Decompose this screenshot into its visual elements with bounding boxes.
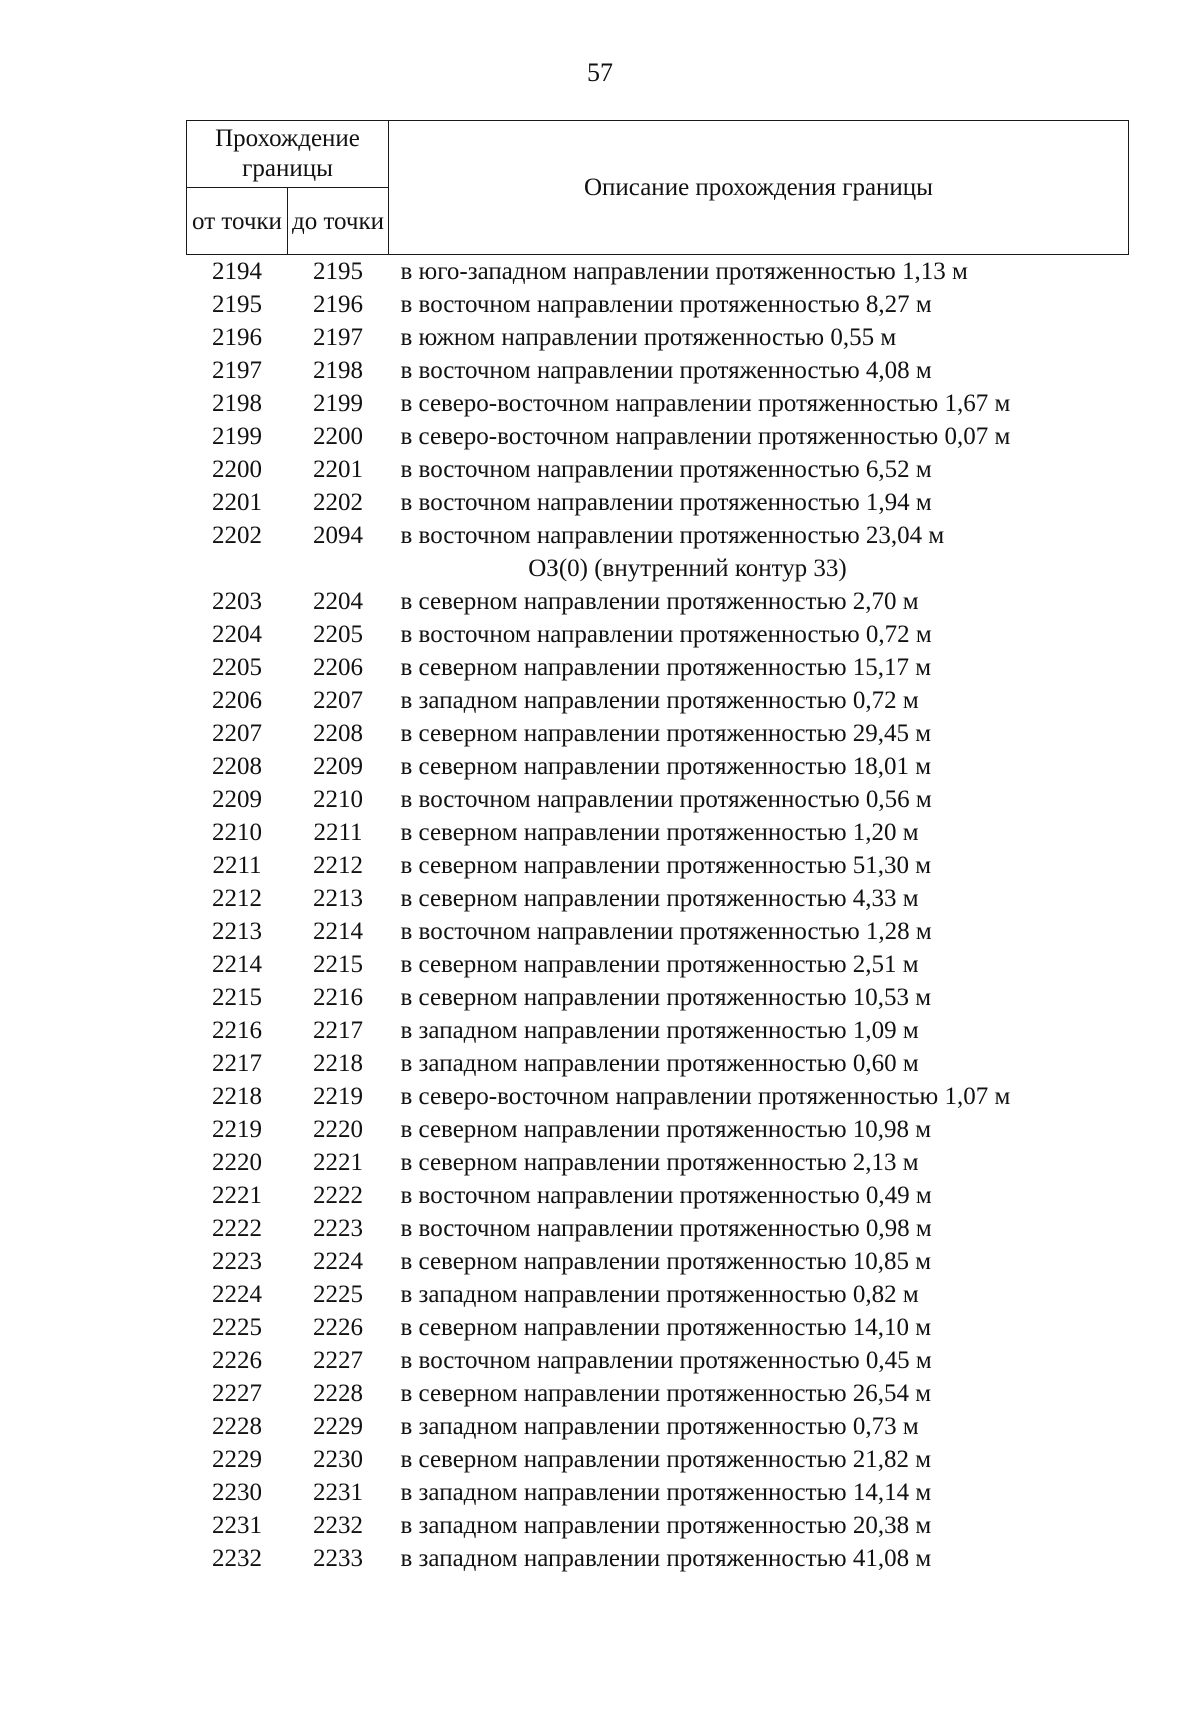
to-point-cell: 2209 — [313, 753, 363, 780]
to-point-cell: 2226 — [313, 1314, 363, 1341]
to-point-cell: 2232 — [313, 1512, 363, 1539]
from-point-cell: 2211 — [212, 852, 262, 879]
table-header — [187, 121, 1129, 255]
table-row — [187, 1278, 1129, 1311]
description-cell: в восточном направлении протяженностью 1,28 м — [400, 918, 932, 945]
from-point-cell: 2203 — [212, 588, 262, 615]
description-cell: в западном направлении протяженностью 41,08 м — [400, 1545, 932, 1572]
from-point-cell: 2227 — [212, 1380, 262, 1407]
description-cell: в западном направлении протяженностью 20,38 м — [400, 1512, 932, 1539]
to-point-cell: 2215 — [313, 951, 363, 978]
table-body — [187, 255, 1129, 1576]
from-point-cell: 2231 — [212, 1512, 262, 1539]
to-point-cell: 2196 — [313, 291, 363, 318]
table-row — [187, 1476, 1129, 1509]
from-point-cell: 2204 — [212, 621, 262, 648]
description-cell: в западном направлении протяженностью 0,82 м — [400, 1281, 919, 1308]
description-cell: в северном направлении протяженностью 10,85 м — [400, 1248, 932, 1275]
table-row — [187, 618, 1129, 651]
to-point-cell: 2208 — [313, 720, 363, 747]
to-point-cell: 2204 — [313, 588, 363, 615]
table-row — [187, 1509, 1129, 1542]
description-cell: в северном направлении протяженностью 2,13 м — [400, 1149, 919, 1176]
from-point-cell: 2217 — [212, 1050, 262, 1077]
from-point-cell: 2215 — [212, 984, 262, 1011]
to-point-cell: 2220 — [313, 1116, 363, 1143]
table-row — [187, 1080, 1129, 1113]
table-row — [187, 486, 1129, 519]
to-point-cell: 2228 — [313, 1380, 363, 1407]
description-cell: в северо-восточном направлении протяженностью 0,07 м — [400, 423, 1011, 450]
to-point-cell: 2199 — [313, 390, 363, 417]
description-cell: в северо-восточном направлении протяженностью 1,67 м — [400, 390, 1011, 417]
description-cell: в западном направлении протяженностью 1,09 м — [400, 1017, 919, 1044]
description-cell: в северном направлении протяженностью 10,98 м — [400, 1116, 932, 1143]
table-row — [187, 651, 1129, 684]
from-point-cell: 2218 — [212, 1083, 262, 1110]
from-point-cell: 2194 — [212, 258, 262, 285]
description-cell: в северном направлении протяженностью 29,45 м — [400, 720, 932, 747]
from-point-cell: 2228 — [212, 1413, 262, 1440]
from-point-cell: 2225 — [212, 1314, 262, 1341]
description-cell: в северном направлении протяженностью 21,82 м — [400, 1446, 932, 1473]
to-point-cell: 2227 — [313, 1347, 363, 1374]
table-row — [187, 1212, 1129, 1245]
from-point-cell: 2214 — [212, 951, 262, 978]
table-row — [187, 1245, 1129, 1278]
description-cell: в северном направлении протяженностью 14,10 м — [400, 1314, 932, 1341]
to-point-cell: 2211 — [313, 819, 363, 846]
to-point-cell: 2198 — [313, 357, 363, 384]
from-point-cell: 2224 — [212, 1281, 262, 1308]
to-point-cell: 2222 — [313, 1182, 363, 1209]
description-cell: в северном направлении протяженностью 51,30 м — [400, 852, 932, 879]
from-point-cell: 2213 — [212, 918, 262, 945]
table-row — [187, 255, 1129, 289]
description-cell: в северном направлении протяженностью 15,17 м — [400, 654, 932, 681]
from-point-cell: 2196 — [212, 324, 262, 351]
description-cell: в северо-восточном направлении протяженностью 1,07 м — [400, 1083, 1011, 1110]
header-from-point: от точки — [187, 188, 288, 255]
description-cell: в северном направлении протяженностью 26,54 м — [400, 1380, 932, 1407]
description-cell: в восточном направлении протяженностью 4,08 м — [400, 357, 932, 384]
description-cell: в северном направлении протяженностью 18,01 м — [400, 753, 932, 780]
description-cell: в восточном направлении протяженностью 6,52 м — [400, 456, 932, 483]
section-title: ОЗ(0) (внутренний контур 33) — [528, 555, 847, 582]
header-to-point: до точки — [288, 188, 389, 255]
table-row — [187, 1443, 1129, 1476]
table-row — [187, 783, 1129, 816]
from-point-cell: 2223 — [212, 1248, 262, 1275]
to-point-cell: 2201 — [313, 456, 363, 483]
from-point-cell: 2219 — [212, 1116, 262, 1143]
description-cell: в северном направлении протяженностью 4,33 м — [400, 885, 919, 912]
table-row — [187, 585, 1129, 618]
to-point-cell: 2207 — [313, 687, 363, 714]
to-point-cell: 2200 — [313, 423, 363, 450]
description-cell: в северном направлении протяженностью 10,53 м — [400, 984, 932, 1011]
description-cell: в западном направлении протяженностью 0,60 м — [400, 1050, 919, 1077]
to-point-cell: 2219 — [313, 1083, 363, 1110]
to-point-cell: 2212 — [313, 852, 363, 879]
to-point-cell: 2216 — [313, 984, 363, 1011]
to-point-cell: 2217 — [313, 1017, 363, 1044]
table-row — [187, 354, 1129, 387]
table-row — [187, 948, 1129, 981]
table-row — [187, 750, 1129, 783]
description-cell: в восточном направлении протяженностью 1,94 м — [400, 489, 932, 516]
to-point-cell: 2229 — [313, 1413, 363, 1440]
table-row — [187, 321, 1129, 354]
to-point-cell: 2210 — [313, 786, 363, 813]
description-cell: в юго-западном направлении протяженностью 1,13 м — [400, 258, 968, 285]
from-point-cell: 2208 — [212, 753, 262, 780]
to-point-cell: 2218 — [313, 1050, 363, 1077]
table-row — [187, 288, 1129, 321]
from-point-cell: 2232 — [212, 1545, 262, 1572]
to-point-cell: 2225 — [313, 1281, 363, 1308]
table-row — [187, 1179, 1129, 1212]
from-point-cell: 2198 — [212, 390, 262, 417]
header-description: Описание прохождения границы — [389, 121, 1129, 255]
description-cell: в северном направлении протяженностью 2,70 м — [400, 588, 919, 615]
table-row — [187, 849, 1129, 882]
from-point-cell: 2216 — [212, 1017, 262, 1044]
from-point-cell: 2229 — [212, 1446, 262, 1473]
description-cell: в восточном направлении протяженностью 0,72 м — [400, 621, 932, 648]
table-row — [187, 882, 1129, 915]
from-point-cell: 2201 — [212, 489, 262, 516]
to-point-cell: 2214 — [313, 918, 363, 945]
to-point-cell: 2230 — [313, 1446, 363, 1473]
table-row — [187, 1113, 1129, 1146]
to-point-cell: 2206 — [313, 654, 363, 681]
description-cell: в восточном направлении протяженностью 0,98 м — [400, 1215, 932, 1242]
from-point-cell: 2206 — [212, 687, 262, 714]
description-cell: в восточном направлении протяженностью 0,45 м — [400, 1347, 932, 1374]
from-point-cell: 2199 — [212, 423, 262, 450]
table-row — [187, 981, 1129, 1014]
section-row — [187, 552, 1129, 585]
table-row — [187, 717, 1129, 750]
table-row — [187, 387, 1129, 420]
page-number: 57 — [587, 58, 613, 87]
description-cell: в восточном направлении протяженностью 0,56 м — [400, 786, 932, 813]
to-point-cell: 2223 — [313, 1215, 363, 1242]
description-cell: в восточном направлении протяженностью 0,49 м — [400, 1182, 932, 1209]
to-point-cell: 2202 — [313, 489, 363, 516]
from-point-cell: 2226 — [212, 1347, 262, 1374]
from-point-cell: 2222 — [212, 1215, 262, 1242]
from-point-cell: 2230 — [212, 1479, 262, 1506]
table-row — [187, 1377, 1129, 1410]
from-point-cell: 2212 — [212, 885, 262, 912]
from-point-cell: 2220 — [212, 1149, 262, 1176]
header-boundary-passage: Прохождение границы — [187, 121, 389, 188]
description-cell: в западном направлении протяженностью 0,73 м — [400, 1413, 919, 1440]
to-point-cell: 2197 — [313, 324, 363, 351]
description-cell: в восточном направлении протяженностью 23,04 м — [400, 522, 945, 549]
from-point-cell: 2195 — [212, 291, 262, 318]
table-row — [187, 1542, 1129, 1575]
description-cell: в западном направлении протяженностью 0,72 м — [400, 687, 919, 714]
to-point-cell: 2224 — [313, 1248, 363, 1275]
description-cell: в восточном направлении протяженностью 8,27 м — [400, 291, 932, 318]
to-point-cell: 2221 — [313, 1149, 363, 1176]
table-row — [187, 453, 1129, 486]
table-row — [187, 915, 1129, 948]
from-point-cell: 2209 — [212, 786, 262, 813]
from-point-cell: 2205 — [212, 654, 262, 681]
from-point-cell: 2200 — [212, 456, 262, 483]
description-cell: в западном направлении протяженностью 14,14 м — [400, 1479, 932, 1506]
from-point-cell: 2207 — [212, 720, 262, 747]
table-row — [187, 519, 1129, 552]
description-cell: в северном направлении протяженностью 1,20 м — [400, 819, 919, 846]
to-point-cell: 2205 — [313, 621, 363, 648]
to-point-cell: 2231 — [313, 1479, 363, 1506]
from-point-cell: 2197 — [212, 357, 262, 384]
to-point-cell: 2213 — [313, 885, 363, 912]
description-cell: в северном направлении протяженностью 2,51 м — [400, 951, 919, 978]
table-row — [187, 1047, 1129, 1080]
table-row — [187, 1146, 1129, 1179]
boundary-table — [186, 120, 1129, 1575]
to-point-cell: 2195 — [313, 258, 363, 285]
from-point-cell: 2202 — [212, 522, 262, 549]
to-point-cell: 2233 — [313, 1545, 363, 1572]
from-point-cell: 2221 — [212, 1182, 262, 1209]
table-row — [187, 1410, 1129, 1443]
to-point-cell: 2094 — [313, 522, 363, 549]
table-row — [187, 1344, 1129, 1377]
table-row — [187, 1014, 1129, 1047]
description-cell: в южном направлении протяженностью 0,55 м — [400, 324, 897, 351]
table-row — [187, 420, 1129, 453]
table-row — [187, 1311, 1129, 1344]
table-row — [187, 684, 1129, 717]
from-point-cell: 2210 — [212, 819, 262, 846]
table-row — [187, 816, 1129, 849]
